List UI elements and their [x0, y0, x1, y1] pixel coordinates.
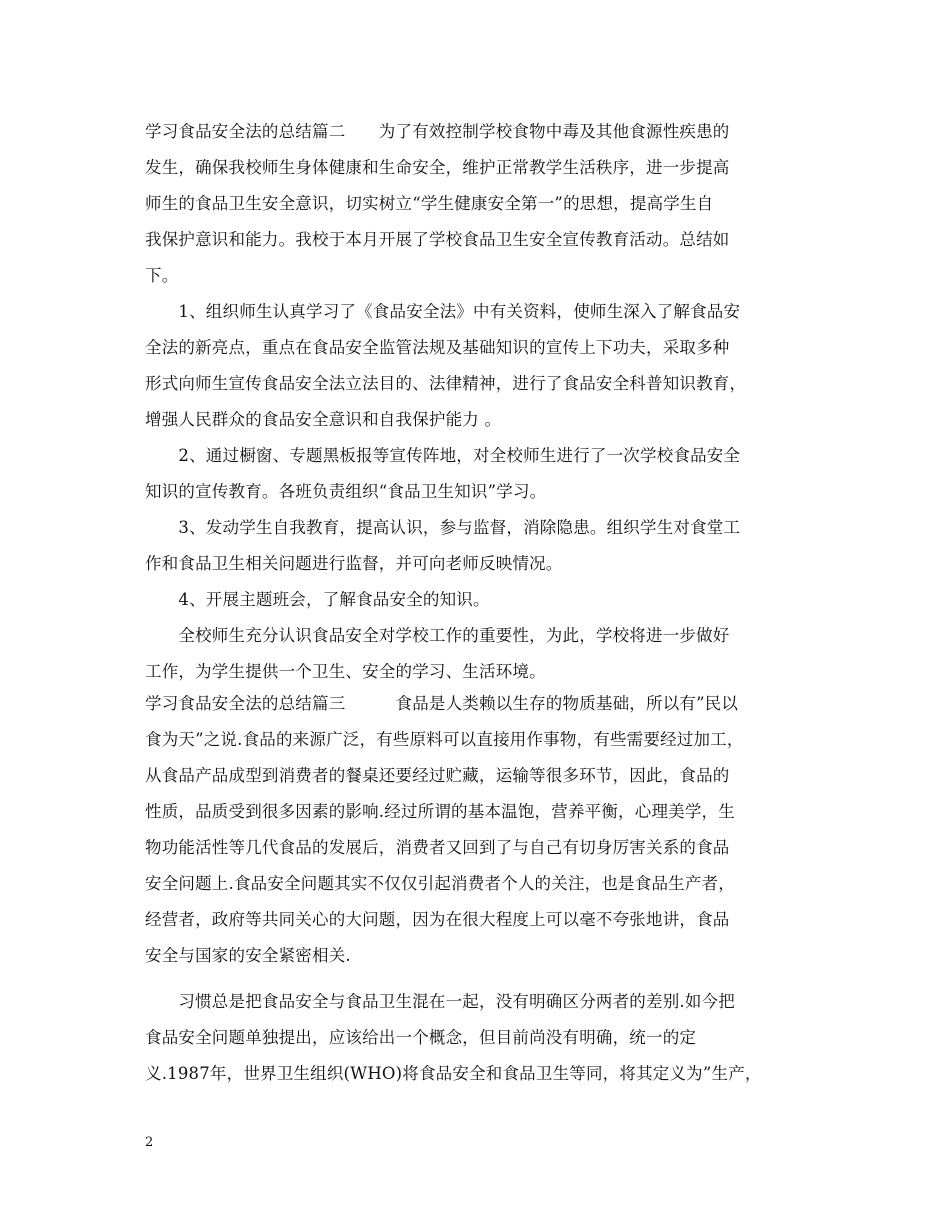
document-body [145, 114, 815, 1092]
text-line: 4、开展主题班会，了解食品安全的知识。 [145, 590, 490, 609]
text-line: 全校师生充分认识食品安全对学校工作的重要性，为此，学校将进一步做好 [145, 626, 730, 645]
text-line: 增强人民群众的食品安全意识和自我保护能力 。 [145, 410, 502, 429]
text-line: 安全问题上.食品安全问题其实不仅仅引起消费者个人的关注，也是食品生产者， [145, 874, 735, 893]
text-line: 经营者，政府等共同关心的大问题，因为在很大程度上可以毫不夸张地讲，食品 [145, 910, 730, 929]
text-line: 食为天”之说.食品的来源广泛，有些原料可以直接用作事物，有些需要经过加工， [145, 730, 744, 749]
text-line: 1、组织师生认真学习了《食品安全法》中有关资料，使师生深入了解食品安 [145, 302, 741, 321]
text-line: 下。 [145, 266, 179, 285]
text-line: 全法的新亮点，重点在食品安全监管法规及基础知识的宣传上下功夫，采取多种 [145, 338, 730, 357]
text-line: 2、通过橱窗、专题黑板报等宣传阵地，对全校师生进行了一次学校食品安全 [145, 446, 741, 465]
text-line: 性质，品质受到很多因素的影响.经过所谓的基本温饱，营养平衡，心理美学，生 [145, 802, 735, 821]
text-line: 物功能活性等几代食品的发展后，消费者又回到了与自己有切身厉害关系的食品 [145, 838, 730, 857]
text-line: 知识的宣传教育。各班负责组织“食品卫生知识”学习。 [145, 482, 547, 501]
text-line: 作和食品卫生相关问题进行监督，并可向老师反映情况。 [145, 554, 563, 573]
text-line: 师生的食品卫生安全意识，切实树立“学生健康安全第一”的思想，提高学生自 [145, 194, 714, 213]
text-line: 习惯总是把食品安全与食品卫生混在一起，没有明确区分两者的差别.如今把 [145, 992, 735, 1011]
text-line: 安全与国家的安全紧密相关. [145, 946, 351, 965]
text-line: 发生，确保我校师生身体健康和生命安全，维护正常教学生活秩序，进一步提高 [145, 158, 730, 177]
text-line: 食品安全问题单独提出，应该给出一个概念，但目前尚没有明确，统一的定 [145, 1028, 697, 1047]
text-line: 我保护意识和能力。我校于本月开展了学校食品卫生安全宣传教育活动。总结如 [145, 230, 730, 249]
text-line: 义.1987年，世界卫生组织(WHO)将食品安全和食品卫生等同，将其定义为”生产， [145, 1064, 762, 1083]
section-heading-line: 学习食品安全法的总结篇三 食品是人类赖以生存的物质基础，所以有”民以 [145, 694, 739, 713]
text-line: 学习食品安全法的总结篇二 为了有效控制学校食物中毒及其他食源性疾患的 [145, 122, 730, 141]
text-line: 3、发动学生自我教育，提高认识，参与监督，消除隐患。组织学生对食堂工 [145, 518, 741, 537]
page-number: 2 [145, 1135, 154, 1150]
text-line: 从食品产品成型到消费者的餐桌还要经过贮藏，运输等很多环节，因此，食品的 [145, 766, 730, 785]
text-line: 工作，为学生提供一个卫生、安全的学习、生活环境。 [145, 662, 546, 681]
text-line: 形式向师生宣传食品安全法立法目的、法律精神，进行了食品安全科普知识教育， [145, 374, 747, 393]
